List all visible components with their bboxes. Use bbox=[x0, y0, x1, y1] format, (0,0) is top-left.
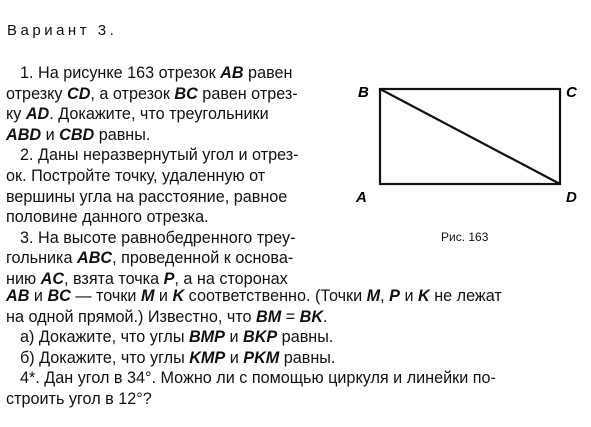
problem-3-part-a: а) Докажите, что углы BMP и BKP равны. bbox=[20, 328, 334, 347]
point-label-d: D bbox=[566, 189, 577, 206]
problem-3-part-b: б) Докажите, что углы KMP и PKM равны. bbox=[20, 348, 336, 367]
problem-3-line-3: нию AC, взята точка P, а на сторонах bbox=[6, 269, 288, 288]
problem-3-line-1: 3. На высоте равнобедренного треу- bbox=[20, 228, 296, 247]
problem-2-line-4: половине данного отрезка. bbox=[6, 208, 209, 227]
point-label-c: C bbox=[566, 84, 577, 101]
problem-1-line-1: 1. На рисунке 163 отрезок AB равен bbox=[20, 64, 293, 82]
problem-4-line-2: строить угол в 12°? bbox=[6, 389, 152, 408]
point-label-b: B bbox=[358, 84, 369, 101]
figure-caption: Рис. 163 bbox=[441, 230, 489, 244]
problem-3-line-4: AB и BC — точки M и K соответственно. (Точки M, P и K не лежат bbox=[6, 287, 502, 305]
variant-heading: Вариант 3. bbox=[7, 22, 118, 39]
problem-3-line-2: гольника ABC, проведенной к основа- bbox=[6, 249, 294, 268]
problem-2-line-3: вершины угла на расстояние, равное bbox=[6, 187, 288, 206]
problem-1-line-3: ку AD. Докажите, что треугольники bbox=[6, 105, 269, 124]
problem-2-line-2: ок. Постройте точку, удаленную от bbox=[6, 166, 266, 185]
point-label-a: A bbox=[356, 189, 367, 206]
problem-1-line-2: отрезку CD, а отрезок BC равен отрез- bbox=[6, 84, 298, 103]
problem-2-line-1: 2. Даны неразвернутый угол и отрез- bbox=[20, 146, 299, 165]
problem-4-line-1: 4*. Дан угол в 34°. Можно ли с помощью циркуля и линейки по- bbox=[20, 369, 496, 388]
problem-3-line-5: на одной прямой.) Известно, что BM = BK. bbox=[6, 307, 328, 326]
diagonal-bd bbox=[380, 89, 560, 184]
problem-1-line-4: ABD и CBD равны. bbox=[6, 125, 151, 144]
